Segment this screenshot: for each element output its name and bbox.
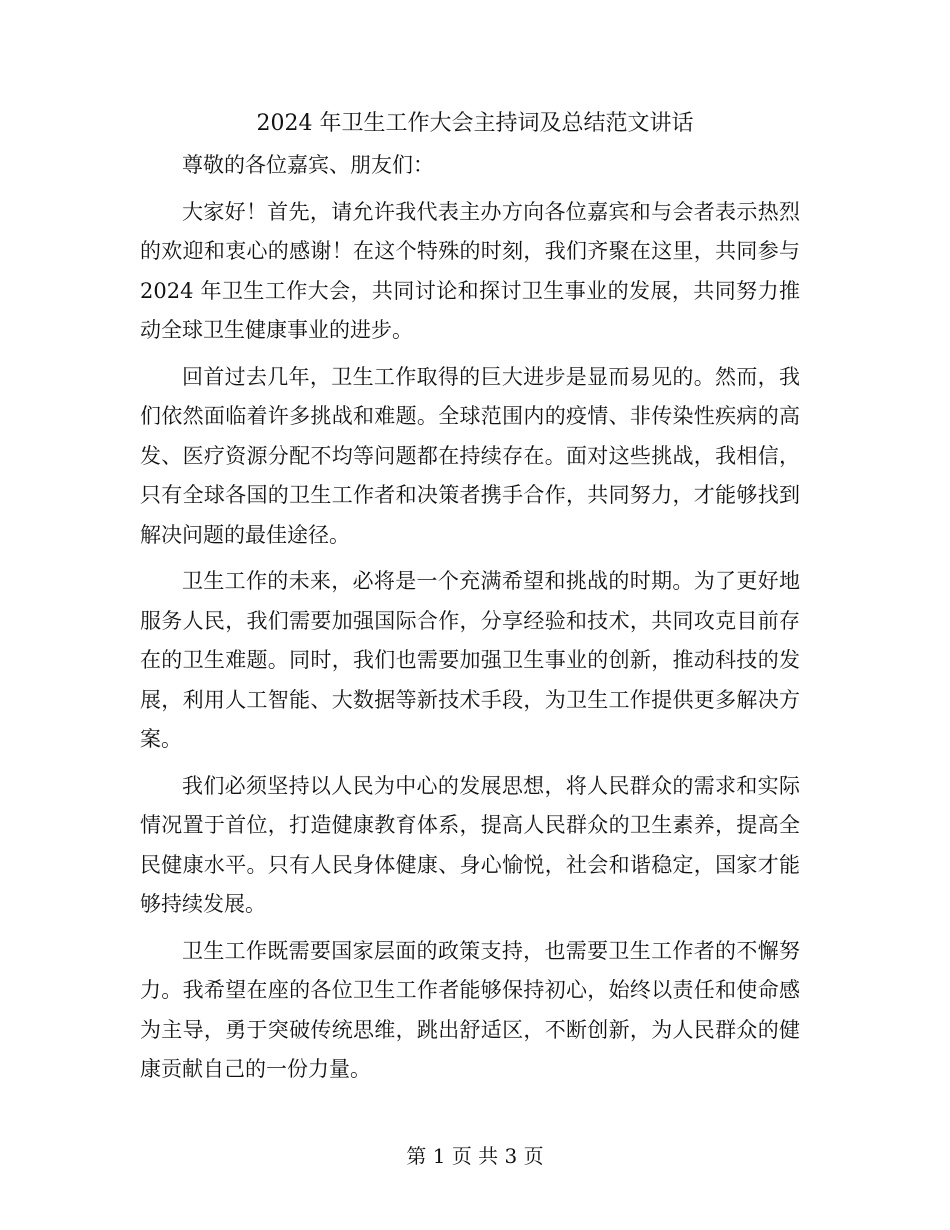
- document-body: [140, 146, 800, 1097]
- paragraph: 我们必须坚持以人民为中心的发展思想，将人民群众的需求和实际情况置于首位，打造健康教育体系，提高人民群众的卫生素养，提高全民健康水平。只有人民身体健康、身心愉悦，社会和谐稳定，国家才能够持续发展。: [140, 773, 800, 916]
- page-number-footer: 第 1 页 共 3 页: [406, 1144, 544, 1168]
- paragraph: 回首过去几年，卫生工作取得的巨大进步是显而易见的。然而，我们依然面临着许多挑战和难题。全球范围内的疫情、非传染性疾病的高发、医疗资源分配不均等问题都在持续存在。面对这些挑战，我相信，只有全球各国的卫生工作者和决策者携手合作，共同努力，才能够找到解决问题的最佳途径。: [140, 364, 800, 547]
- paragraph: 大家好！首先，请允许我代表主办方向各位嘉宾和与会者表示热烈的欢迎和衷心的感谢！在这个特殊的时刻，我们齐聚在这里，共同参与 2024 年卫生工作大会，共同讨论和探讨卫生事业的发展，共同努力推动全球卫生健康事业的进步。: [140, 199, 800, 342]
- paragraph: 卫生工作既需要国家层面的政策支持，也需要卫生工作者的不懈努力。我希望在座的各位卫生工作者能够保持初心，始终以责任和使命感为主导，勇于突破传统思维，跳出舒适区，不断创新，为人民群众的健康贡献自己的一份力量。: [140, 938, 800, 1081]
- paragraph: 卫生工作的未来，必将是一个充满希望和挑战的时期。为了更好地服务人民，我们需要加强国际合作，分享经验和技术，共同攻克目前存在的卫生难题。同时，我们也需要加强卫生事业的创新，推动科技的发展，利用人工智能、大数据等新技术手段，为卫生工作提供更多解决方案。: [140, 569, 800, 751]
- document-title: 2024 年卫生工作大会主持词及总结范文讲话: [256, 111, 694, 136]
- salutation: 尊敬的各位嘉宾、朋友们：: [182, 153, 434, 177]
